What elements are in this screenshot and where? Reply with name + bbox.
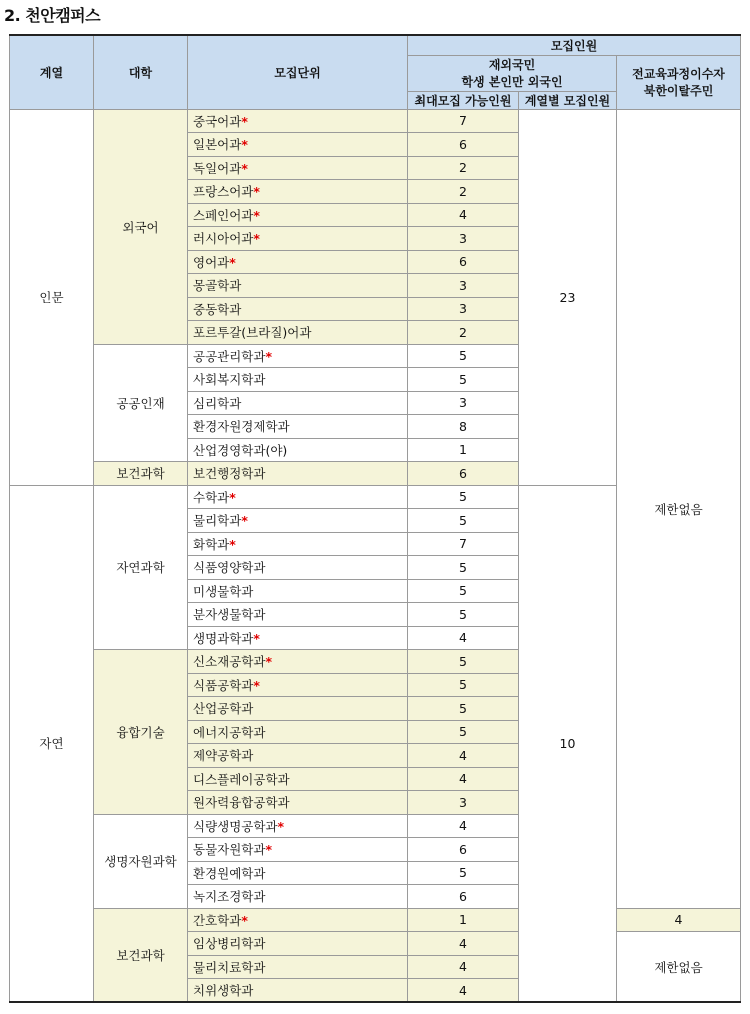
max-cell: 5 (408, 485, 519, 509)
max-cell: 6 (408, 838, 519, 862)
unit-name: 디스플레이공학과 (193, 771, 290, 787)
field-cell: 인문 (10, 109, 94, 485)
unit-cell (188, 932, 408, 956)
unit-cell (188, 532, 408, 556)
unit-name: 사회복지학과 (193, 372, 266, 388)
special-nursing-cell: 4 (617, 908, 741, 932)
max-cell: 4 (408, 203, 519, 227)
required-star: * (265, 348, 272, 364)
unit-name: 미생물학과 (193, 583, 254, 599)
unit-cell (188, 227, 408, 251)
unit-name: 원자력융합공학과 (193, 795, 290, 811)
required-star: * (229, 254, 236, 270)
unit-cell (188, 415, 408, 439)
unit-cell (188, 579, 408, 603)
header-unit: 모집단위 (188, 35, 408, 109)
header-field: 계열 (10, 35, 94, 109)
college-cell: 생명자원과학 (94, 814, 188, 908)
header-recruit: 모집인원 (408, 35, 741, 55)
header-overseas-line2: 학생 본인만 외국인 (461, 75, 563, 89)
header-college: 대학 (94, 35, 188, 109)
unit-cell (188, 556, 408, 580)
max-cell: 3 (408, 227, 519, 251)
unit-name: 독일어과 (193, 160, 242, 176)
max-cell: 3 (408, 297, 519, 321)
required-star: * (253, 630, 260, 646)
required-star: * (265, 654, 272, 670)
unit-name: 중동학과 (193, 301, 242, 317)
unit-name: 신소재공학과 (193, 654, 266, 670)
admission-table (9, 34, 741, 1003)
unit-cell (188, 180, 408, 204)
college-cell: 융합기술 (94, 650, 188, 815)
unit-cell (188, 391, 408, 415)
max-cell: 3 (408, 791, 519, 815)
max-cell: 5 (408, 509, 519, 533)
unit-name: 식품공학과 (193, 677, 254, 693)
table-body (10, 109, 741, 1002)
header-special-line2: 북한이탈주민 (643, 84, 714, 98)
field-total-cell: 10 (519, 485, 617, 1002)
unit-name: 간호학과 (193, 912, 242, 928)
unit-cell (188, 274, 408, 298)
unit-cell (188, 438, 408, 462)
unit-name: 몽골학과 (193, 278, 242, 294)
required-star: * (241, 912, 248, 928)
max-cell: 5 (408, 603, 519, 627)
unit-cell (188, 156, 408, 180)
unit-cell (188, 133, 408, 157)
unit-name: 중국어과 (193, 113, 242, 129)
unit-cell (188, 297, 408, 321)
unit-cell (188, 109, 408, 133)
unit-name: 산업공학과 (193, 701, 254, 717)
max-cell: 6 (408, 250, 519, 274)
unit-name: 영어과 (193, 254, 230, 270)
table-row (10, 109, 741, 133)
header-byfield: 계열별 모집인원 (519, 91, 617, 109)
unit-name: 스페인어과 (193, 207, 254, 223)
unit-cell (188, 250, 408, 274)
unit-name: 포르투갈(브라질)어과 (193, 325, 312, 341)
unit-cell (188, 720, 408, 744)
max-cell: 4 (408, 979, 519, 1003)
max-cell: 1 (408, 438, 519, 462)
unit-name: 프랑스어과 (193, 184, 254, 200)
unit-name: 심리학과 (193, 395, 242, 411)
max-cell: 4 (408, 955, 519, 979)
max-cell: 6 (408, 885, 519, 909)
special-limit-cell-2: 제한없음 (617, 932, 741, 1003)
max-cell: 5 (408, 368, 519, 392)
max-cell: 4 (408, 932, 519, 956)
unit-cell (188, 603, 408, 627)
unit-name: 물리치료학과 (193, 959, 266, 975)
unit-name: 생명과학과 (193, 630, 254, 646)
college-cell: 보건과학 (94, 908, 188, 1002)
unit-name: 환경원예학과 (193, 865, 266, 881)
unit-name: 에너지공학과 (193, 724, 266, 740)
unit-name: 일본어과 (193, 137, 242, 153)
max-cell: 4 (408, 814, 519, 838)
max-cell: 4 (408, 744, 519, 768)
header-special (617, 55, 741, 109)
required-star: * (241, 513, 248, 529)
section-title: 2. 천안캠퍼스 (4, 6, 101, 25)
required-star: * (265, 842, 272, 858)
required-star: * (229, 536, 236, 552)
max-cell: 5 (408, 556, 519, 580)
required-star: * (253, 677, 260, 693)
unit-name: 분자생물학과 (193, 607, 266, 623)
header-special-line1: 전교육과정이수자 (632, 67, 725, 81)
header-overseas (408, 55, 617, 91)
unit-cell (188, 767, 408, 791)
max-cell: 7 (408, 532, 519, 556)
unit-name: 환경자원경제학과 (193, 419, 290, 435)
unit-cell (188, 697, 408, 721)
unit-cell (188, 344, 408, 368)
college-cell: 보건과학 (94, 462, 188, 486)
required-star: * (253, 207, 260, 223)
max-cell: 2 (408, 156, 519, 180)
college-cell: 공공인재 (94, 344, 188, 462)
max-cell: 3 (408, 391, 519, 415)
required-star: * (241, 160, 248, 176)
required-star: * (241, 137, 248, 153)
max-cell: 5 (408, 344, 519, 368)
required-star: * (253, 231, 260, 247)
max-cell: 1 (408, 908, 519, 932)
unit-name: 산업경영학과(야) (193, 442, 288, 458)
unit-cell (188, 462, 408, 486)
unit-name: 보건행정학과 (193, 466, 266, 482)
unit-name: 러시아어과 (193, 231, 254, 247)
unit-cell (188, 979, 408, 1003)
unit-cell (188, 673, 408, 697)
max-cell: 6 (408, 462, 519, 486)
college-cell: 자연과학 (94, 485, 188, 650)
unit-name: 임상병리학과 (193, 936, 266, 952)
unit-cell (188, 509, 408, 533)
unit-name: 화학과 (193, 536, 230, 552)
unit-cell (188, 955, 408, 979)
unit-name: 치위생학과 (193, 983, 254, 998)
unit-name: 제약공학과 (193, 748, 254, 764)
unit-cell (188, 814, 408, 838)
table-row (10, 908, 741, 932)
max-cell: 2 (408, 180, 519, 204)
unit-name: 식품영양학과 (193, 560, 266, 576)
max-cell: 5 (408, 697, 519, 721)
max-cell: 6 (408, 133, 519, 157)
unit-cell (188, 321, 408, 345)
unit-name: 물리학과 (193, 513, 242, 529)
unit-cell (188, 485, 408, 509)
header-overseas-line1: 재외국민 (488, 58, 536, 72)
max-cell: 3 (408, 274, 519, 298)
unit-cell (188, 861, 408, 885)
unit-cell (188, 368, 408, 392)
college-cell: 외국어 (94, 109, 188, 344)
required-star: * (253, 184, 260, 200)
unit-cell (188, 885, 408, 909)
max-cell: 5 (408, 720, 519, 744)
unit-name: 녹지조경학과 (193, 889, 266, 905)
unit-cell (188, 626, 408, 650)
required-star: * (241, 113, 248, 129)
unit-cell (188, 203, 408, 227)
field-total-cell: 23 (519, 109, 617, 485)
unit-cell (188, 791, 408, 815)
unit-cell (188, 650, 408, 674)
max-cell: 4 (408, 626, 519, 650)
max-cell: 5 (408, 579, 519, 603)
unit-cell (188, 908, 408, 932)
required-star: * (229, 489, 236, 505)
unit-name: 동물자원학과 (193, 842, 266, 858)
unit-name: 수학과 (193, 489, 230, 505)
field-cell: 자연 (10, 485, 94, 1002)
unit-name: 식량생명공학과 (193, 818, 278, 834)
required-star: * (277, 818, 285, 834)
max-cell: 5 (408, 861, 519, 885)
max-cell: 5 (408, 650, 519, 674)
header-max: 최대모집 가능인원 (408, 91, 519, 109)
unit-cell (188, 838, 408, 862)
special-limit-cell: 제한없음 (617, 109, 741, 908)
unit-name: 공공관리학과 (193, 348, 266, 364)
max-cell: 7 (408, 109, 519, 133)
unit-cell (188, 744, 408, 768)
max-cell: 8 (408, 415, 519, 439)
max-cell: 2 (408, 321, 519, 345)
max-cell: 5 (408, 673, 519, 697)
max-cell: 4 (408, 767, 519, 791)
